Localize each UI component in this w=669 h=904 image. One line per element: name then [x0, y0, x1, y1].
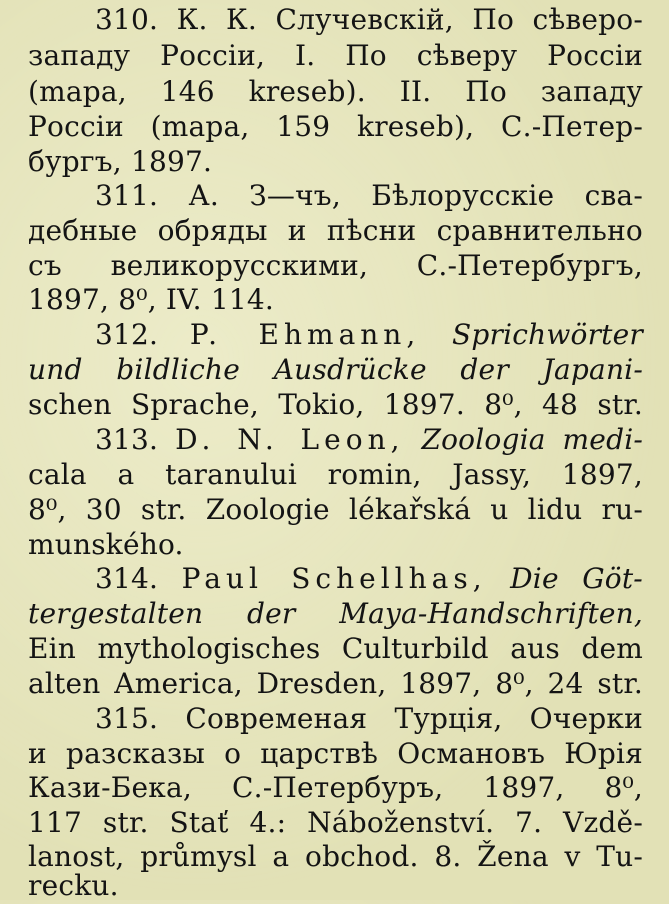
entry-author: Paul Schellhas, — [181, 562, 487, 595]
entry-311-line-4: 1897, 8⁰, IV. 114. — [28, 283, 275, 316]
entry-number: 310. — [95, 3, 159, 36]
entry-314-line-1 — [95, 561, 643, 597]
entry-312-line-1 — [95, 317, 643, 353]
entry-text: А. З—чъ, Бѣлорусскіе сва- — [188, 179, 643, 212]
entry-number: 312. — [95, 318, 159, 351]
entry-312-line-2: und bildliche Ausdrücke der Japani- — [28, 353, 643, 386]
entry-title: Zoologia medi- — [421, 423, 644, 456]
entry-313-line-4: munského. — [28, 528, 184, 561]
entry-313-line-2: cala a taranului romin, Jassy, 1897, — [28, 458, 643, 491]
entry-315-line-4: 117 str. Stať 4.: Náboženství. 7. Vzdě- — [28, 806, 643, 839]
entry-number: 313. — [95, 423, 159, 456]
entry-text: Современая Турція, Очерки — [185, 702, 643, 735]
entry-number: 314. — [95, 562, 159, 595]
entry-314-line-2: tergestalten der Maya-Handschriften, — [28, 597, 643, 630]
entry-310-line-5: бургъ, 1897. — [28, 145, 213, 178]
entry-313-line-1 — [95, 422, 643, 458]
entry-310-line-4: Россіи (mapa, 159 kreseb), С.-Петер- — [28, 110, 643, 143]
entry-311-line-1 — [95, 178, 643, 214]
entry-315-line-2: и разсказы о царствѣ Османовъ Юрія — [28, 737, 643, 770]
entry-author: D. N. Leon, — [175, 423, 405, 456]
entry-text: К. К. Случевскій, По сѣверо- — [176, 3, 643, 36]
entry-number: 311. — [95, 179, 159, 212]
entry-314-line-3: Ein mythologisches Culturbild aus dem — [28, 632, 643, 665]
entry-number: 315. — [95, 702, 159, 735]
entry-313-line-3: 8⁰, 30 str. Zoologie lékařská u lidu ru- — [28, 493, 643, 526]
entry-310-line-3: (mapa, 146 kreseb). II. По западу — [28, 75, 643, 108]
entry-315-line-5: lanost, průmysl a obchod. 8. Žena v Tu- — [28, 840, 643, 873]
entry-315-line-6: recku. — [28, 869, 119, 902]
entry-title: Sprichwörter — [452, 318, 643, 351]
entry-312-line-3: schen Sprache, Tokio, 1897. 8⁰, 48 str. — [28, 388, 643, 421]
entry-311-line-3: съ великорусскими, С.-Петербургъ, — [28, 249, 643, 282]
entry-title: Die Göt- — [510, 562, 643, 595]
entry-314-line-4: alten America, Dresden, 1897, 8⁰, 24 str. — [28, 667, 643, 700]
entry-315-line-1 — [95, 701, 643, 737]
entry-author: P. Ehmann, — [189, 318, 421, 351]
entry-310-line-1 — [95, 2, 643, 38]
entry-315-line-3: Кази-Бека, С.-Петербуръ, 1897, 8⁰, — [28, 771, 643, 804]
entry-311-line-2: дебные обряды и пѣсни сравнительно — [28, 214, 643, 247]
entry-310-line-2: западу Россіи, I. По сѣверу Россіи — [28, 39, 643, 72]
